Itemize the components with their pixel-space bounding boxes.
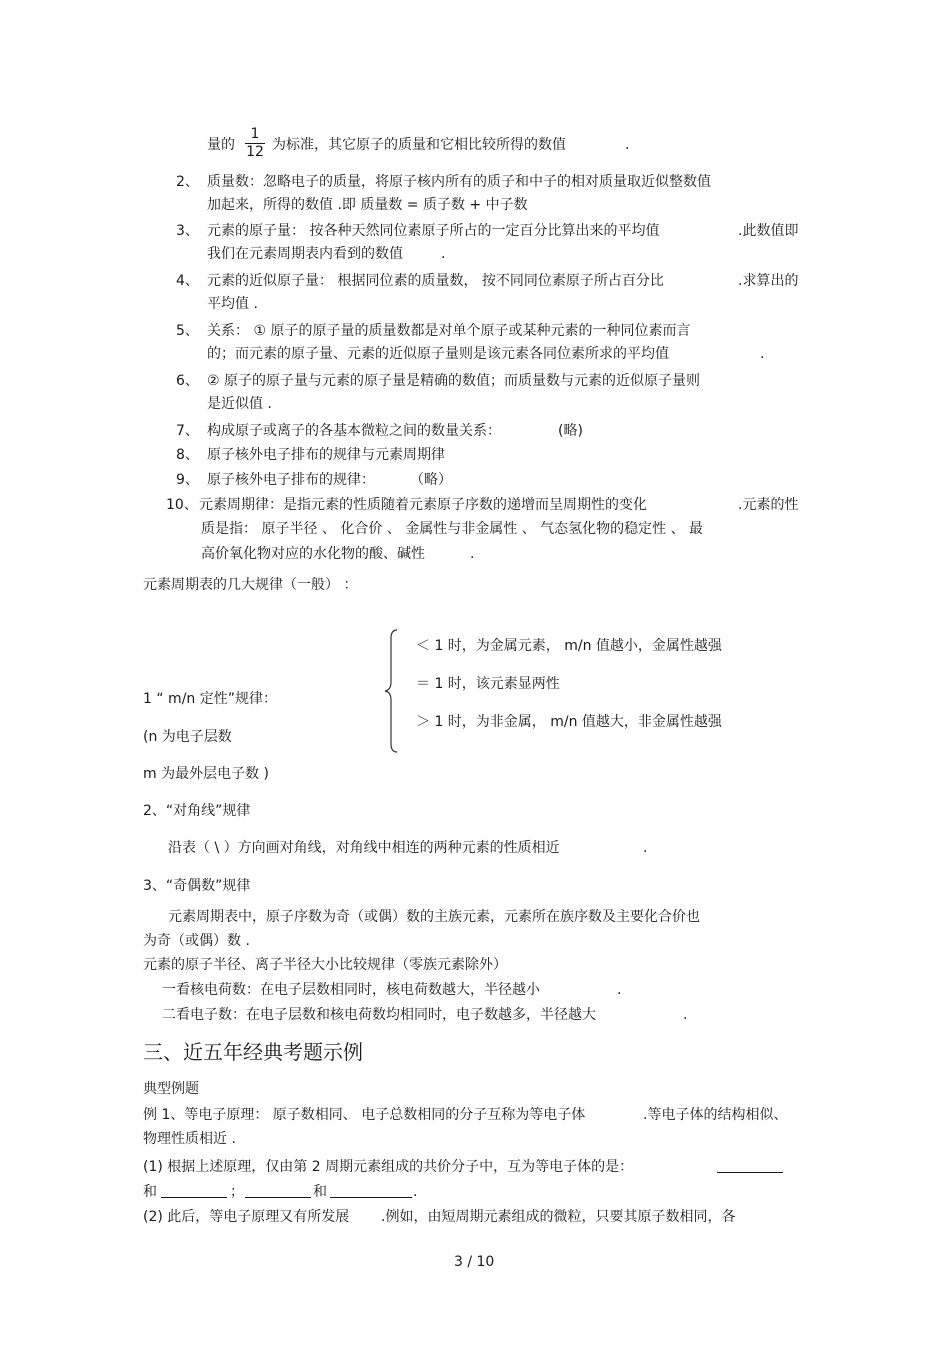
text-line: .例如，由短周期元素组成的微粒，只要其原子数相同，各	[381, 1209, 736, 1225]
text-line: 2、“对角线”规律	[143, 803, 251, 819]
text-line: 为奇（或偶）数 .	[143, 933, 250, 949]
text-line: (略)	[558, 423, 583, 439]
text-line: .	[413, 1184, 418, 1200]
text-line: 元素周期表中，原子序数为奇（或偶）数的主族元素，元素所在族序数及主要化合价也	[168, 909, 700, 925]
text-line: 质是指： 原子半径 、 化合价 、 金属性与非金属性 、 气态氢化物的稳定性 、 最	[201, 521, 704, 537]
text-line: 二看电子数：在电子层数和核电荷数均相同时，电子数越多，半径越大	[162, 1007, 596, 1023]
text-line: 元素的近似原子量： 根据同位素的质量数， 按不同同位素原子所占百分比	[207, 273, 664, 289]
text-line: 我们在元素周期表内看到的数值	[207, 246, 403, 262]
text-line: m 为最外层电子数 )	[143, 766, 269, 782]
text-line: .等电子体的结构相似、	[643, 1107, 788, 1123]
text-line: 3、“奇偶数”规律	[143, 878, 251, 894]
text-line: 和	[313, 1184, 327, 1200]
text-line: 量的	[207, 137, 235, 153]
text-line: 1 “ m/n 定性”规律：	[143, 691, 277, 707]
text-line: 元素的原子量： 按各种天然同位素原子所占的一定百分比算出来的平均值	[207, 223, 660, 239]
text-line: ＞ 1 时，为非金属， m/n 值越大，非金属性越强	[416, 714, 722, 730]
question-2: (2) 此后，等电子原理又有所发展	[143, 1209, 350, 1225]
text-line: （略）	[410, 472, 452, 488]
item-number: 6、	[176, 373, 199, 389]
text-line: 质量数：忽略电子的质量，将原子核内所有的质子和中子的相对质量取近似整数值	[207, 174, 711, 190]
text-line: .	[441, 246, 446, 262]
text-line: 元素周期律：是指元素的性质随着元素原子序数的递增而呈周期性的变化	[199, 497, 647, 513]
text-line: ② 原子的原子量与元素的原子量是精确的数值；而质量数与元素的近似原子量则	[207, 373, 700, 389]
rules-heading: 元素周期表的几大规律（一般） ：	[143, 577, 358, 593]
text-line: 关系： ① 原子的原子量的质量数都是对单个原子或某种元素的一种同位素而言	[207, 323, 691, 339]
fraction-denominator: 12	[246, 144, 264, 160]
text-line: 的；而元素的原子量、元素的近似原子量则是该元素各同位素所求的平均值	[207, 346, 669, 362]
text-line: 原子核外电子排布的规律：	[207, 472, 375, 488]
text-line: .	[617, 982, 622, 998]
text-line: 物理性质相近 .	[143, 1131, 236, 1147]
question-1: (1) 根据上述原理，仅由第 2 周期元素组成的共价分子中，互为等电子体的是：	[143, 1159, 634, 1175]
text-line: 原子核外电子排布的规律与元素周期律	[207, 447, 445, 463]
text-line: 构成原子或离子的各基本微粒之间的数量关系：	[207, 423, 501, 439]
answer-blank[interactable]	[245, 1183, 311, 1198]
text-line: .此数值即	[738, 223, 799, 239]
item-number: 9、	[176, 472, 199, 488]
item-number: 7、	[176, 423, 199, 439]
text-line: ；	[230, 1184, 244, 1200]
answer-blank[interactable]	[161, 1183, 227, 1198]
text-line: 加起来，所得的数值 .即 质量数 = 质子数 + 中子数	[207, 197, 528, 213]
item-number: 3、	[176, 223, 199, 239]
text-line: 为标准，其它原子的质量和它相比较所得的数值	[272, 137, 566, 153]
text-line: .	[683, 1007, 688, 1023]
text-line: .元素的性	[738, 497, 799, 513]
item-number: 5、	[176, 323, 199, 339]
item-number: 2、	[176, 174, 199, 190]
text-line: 沿表（ \ ）方向画对角线，对角线中相连的两种元素的性质相近	[168, 840, 560, 856]
item-number: 8、	[176, 447, 199, 463]
fraction-numerator: 1	[250, 126, 260, 142]
section-heading: 三、近五年经典考题示例	[143, 1040, 363, 1064]
text-line: .	[470, 546, 475, 562]
text-line: .	[643, 840, 648, 856]
text-line: 典型例题	[143, 1081, 199, 1097]
text-line: 一看核电荷数：在电子层数相同时，核电荷数越大，半径越小	[162, 982, 540, 998]
text-line: 例 1、等电子原理： 原子数相同、 电子总数相同的分子互称为等电子体	[143, 1107, 586, 1123]
item-number: 4、	[176, 273, 199, 289]
fraction-one-twelfth	[245, 127, 265, 160]
text-line: ＝ 1 时，该元素显两性	[416, 676, 560, 692]
answer-blank[interactable]	[330, 1183, 412, 1198]
page-number: 3 / 10	[454, 1254, 495, 1270]
curly-brace	[383, 628, 403, 754]
item-number: 10、	[166, 497, 198, 513]
text-line: .	[625, 137, 630, 153]
text-line: ＜ 1 时，为金属元素， m/n 值越小，金属性越强	[416, 638, 722, 654]
text-line: 元素的原子半径、离子半径大小比较规律（零族元素除外）	[143, 957, 507, 973]
text-line: 高价氧化物对应的水化物的酸、碱性	[201, 546, 425, 562]
answer-blank[interactable]	[717, 1158, 783, 1173]
text-line: 和	[143, 1184, 157, 1200]
text-line: .求算出的	[738, 273, 799, 289]
text-line: (n 为电子层数	[143, 729, 232, 745]
text-line: 是近似值 .	[207, 396, 272, 412]
text-line: .	[760, 346, 765, 362]
text-line: 平均值 .	[207, 296, 258, 312]
